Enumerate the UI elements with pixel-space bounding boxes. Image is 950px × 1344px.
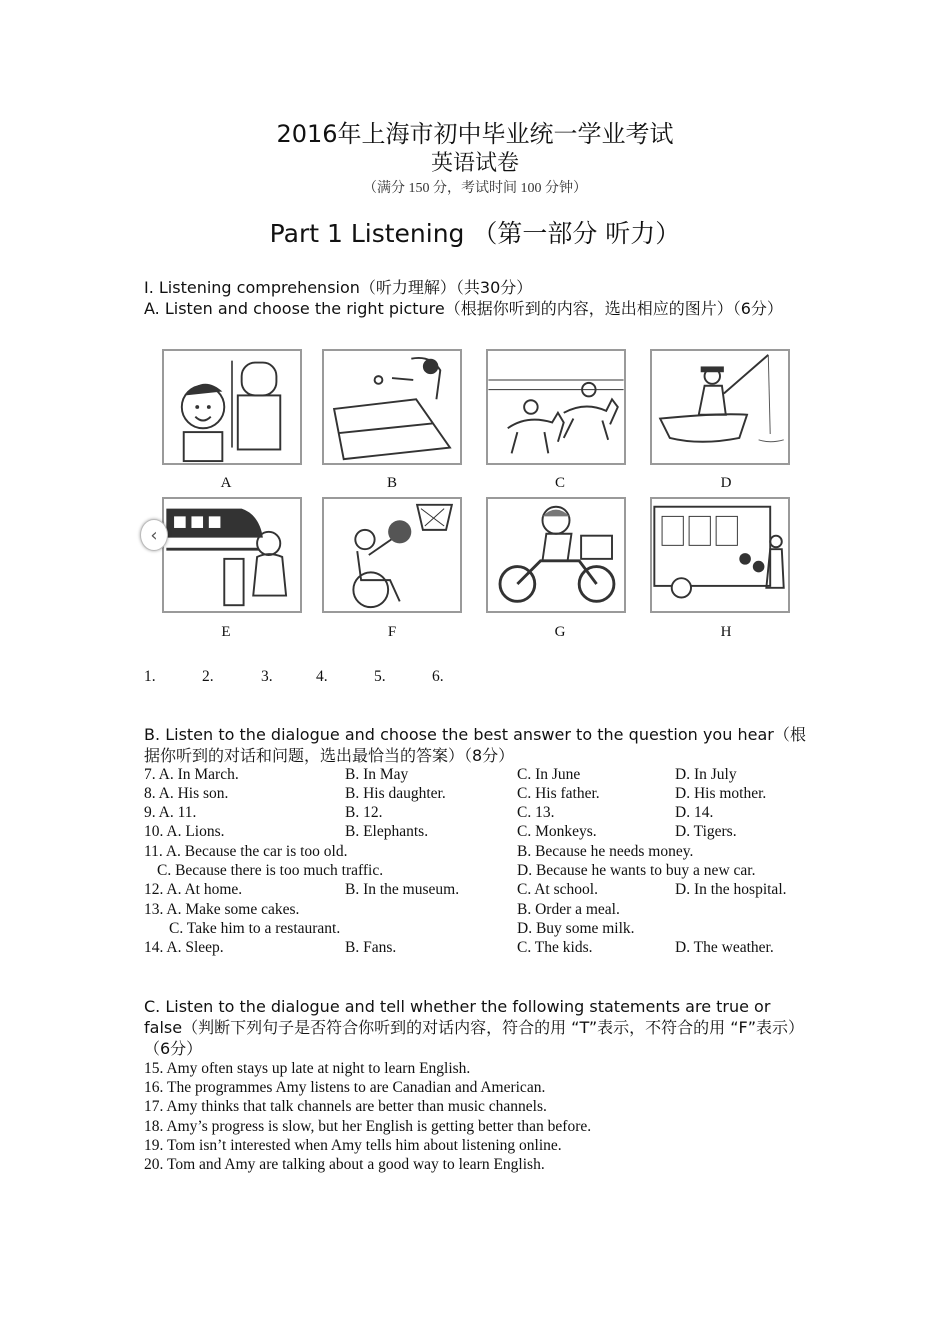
exam-subtitle: 英语试卷 <box>430 151 519 176</box>
option: D. In the hospital. <box>675 881 787 898</box>
statement: 20. Tom and Amy are talking about a good way to learn English. <box>144 1156 545 1173</box>
question-row <box>144 881 806 900</box>
answer-number: 1. <box>144 668 156 685</box>
train-traveller-icon <box>162 497 302 613</box>
question-row <box>144 766 806 785</box>
exam-note: （满分 150 分，考试时间 100 分钟） <box>363 181 587 196</box>
section-heading: I. Listening comprehension（听力理解）（共30分） <box>144 278 533 297</box>
option: B. Because he needs money. <box>517 843 694 860</box>
picture-label: D <box>720 475 732 491</box>
question-row <box>144 901 806 920</box>
chevron-left-icon[interactable]: ‹ <box>140 519 168 551</box>
picture-label: G <box>554 624 566 640</box>
answer-number: 6. <box>432 668 444 685</box>
option: B. Elephants. <box>345 823 429 840</box>
answer-number: 4. <box>316 668 328 685</box>
option: C. His father. <box>517 785 600 802</box>
exam-title: 2016年上海市初中毕业统一学业考试 <box>276 120 674 148</box>
question-row <box>144 785 806 804</box>
question-row <box>144 804 806 823</box>
option: D. Tigers. <box>675 823 737 840</box>
question-row <box>144 939 806 958</box>
answer-number: 5. <box>374 668 386 685</box>
option: D. In July <box>675 766 737 783</box>
option: B. Fans. <box>345 939 397 956</box>
option: C. Take him to a restaurant. <box>169 920 341 937</box>
statement: 17. Amy thinks that talk channels are better than music channels. <box>144 1098 547 1115</box>
picture-label: E <box>221 624 231 640</box>
answer-number-row <box>144 668 806 687</box>
option: B. Order a meal. <box>517 901 620 918</box>
option: 8. A. His son. <box>144 785 229 802</box>
option: 12. A. At home. <box>144 881 243 898</box>
option: C. At school. <box>517 881 598 898</box>
fishing-boat-icon <box>650 349 790 465</box>
horse-riding-icon <box>486 349 626 465</box>
part-b-instruction: B. Listen to the dialogue and choose the best answer to the question you hear（根据你听到的对话和问题，选出最恰当的答案）（8分） <box>144 725 806 765</box>
option: D. His mother. <box>675 785 767 802</box>
part-a-instruction: A. Listen and choose the right picture（根据你听到的内容，选出相应的图片）（6分） <box>144 299 783 318</box>
picture-grid <box>144 345 806 645</box>
picture-label: A <box>220 475 232 491</box>
bus-passengers-icon <box>650 497 790 613</box>
ping-pong-icon <box>322 349 462 465</box>
option: D. Buy some milk. <box>517 920 635 937</box>
picture-label: C <box>554 475 565 491</box>
option: 13. A. Make some cakes. <box>144 901 300 918</box>
option: 10. A. Lions. <box>144 823 225 840</box>
option: C. In June <box>517 766 581 783</box>
picture-label: F <box>387 624 397 640</box>
answer-number: 3. <box>261 668 273 685</box>
option: C. The kids. <box>517 939 593 956</box>
option: B. 12. <box>345 804 383 821</box>
part-heading: Part 1 Listening （第一部分 听力） <box>269 219 681 248</box>
option: C. 13. <box>517 804 555 821</box>
option: D. The weather. <box>675 939 774 956</box>
motorcycle-rider-icon <box>486 497 626 613</box>
option: 9. A. 11. <box>144 804 197 821</box>
option: 7. A. In March. <box>144 766 239 783</box>
option: B. In the museum. <box>345 881 460 898</box>
option: D. Because he wants to buy a new car. <box>517 862 756 879</box>
part-c-instruction: C. Listen to the dialogue and tell whether the following statements are true or false（判断下列句子是否符合你听到的对话内容，符合的用 “T”表示，不符合的用 “F”表示）（6分） <box>144 997 805 1058</box>
option: C. Because there is too much traffic. <box>157 862 384 879</box>
picture-label: H <box>720 624 732 640</box>
option: 11. A. Because the car is too old. <box>144 843 348 860</box>
question-row <box>144 920 806 939</box>
wheelchair-basketball-icon <box>322 497 462 613</box>
option: B. His daughter. <box>345 785 446 802</box>
statement: 19. Tom isn’t interested when Amy tells him about listening online. <box>144 1137 562 1154</box>
boy-astronaut-icon <box>162 349 302 465</box>
option: B. In May <box>345 766 409 783</box>
statement: 18. Amy’s progress is slow, but her English is getting better than before. <box>144 1118 592 1135</box>
option: 14. A. Sleep. <box>144 939 224 956</box>
question-row <box>144 823 806 842</box>
question-row <box>144 862 806 881</box>
answer-number: 2. <box>202 668 214 685</box>
statement: 16. The programmes Amy listens to are Canadian and American. <box>144 1079 546 1096</box>
question-row <box>144 843 806 862</box>
statement: 15. Amy often stays up late at night to learn English. <box>144 1060 471 1077</box>
picture-label: B <box>386 475 397 491</box>
option: C. Monkeys. <box>517 823 597 840</box>
option: D. 14. <box>675 804 714 821</box>
